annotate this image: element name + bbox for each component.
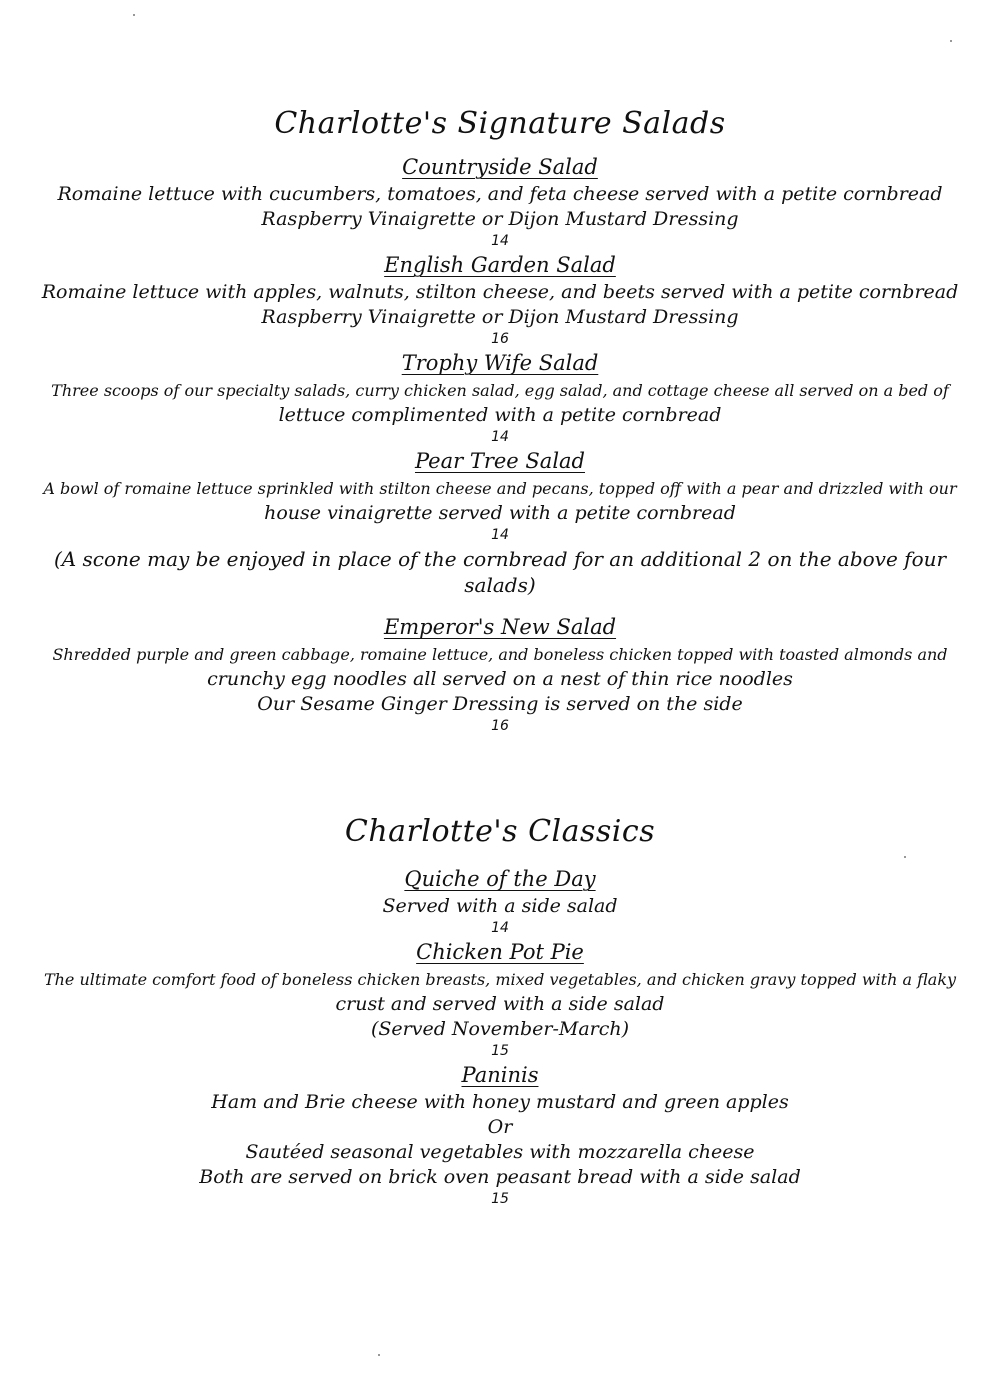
item-name-wrap [40, 1060, 960, 1090]
item-dressing: Our Sesame Ginger Dressing is served on the side [257, 693, 743, 715]
item-name: Countryside Salad [402, 155, 598, 179]
scan-speck [133, 14, 135, 16]
item-price: 16 [491, 331, 509, 347]
scan-speck [904, 856, 906, 858]
item-name: Paninis [461, 1063, 539, 1087]
item-price: 15 [491, 1191, 509, 1207]
item-description-cont: house vinaigrette served with a petite cornbread [264, 502, 736, 524]
scone-note: (A scone may be enjoyed in place of the cornbread for an additional 2 on the above four salads) [53, 547, 947, 597]
menu-item-quiche-of-the-day [40, 864, 960, 937]
signature-salads-section [40, 106, 960, 735]
item-description: A bowl of romaine lettuce sprinkled with stilton cheese and pecans, topped off with a pear and drizzled with our [43, 479, 957, 498]
menu-item-trophy-wife-salad [40, 348, 960, 446]
item-name: Quiche of the Day [404, 867, 596, 891]
item-name-wrap [40, 348, 960, 378]
menu-item-pear-tree-salad [40, 446, 960, 544]
menu-item-chicken-pot-pie [40, 937, 960, 1060]
item-name-wrap [40, 152, 960, 182]
menu-item-english-garden-salad [40, 250, 960, 348]
section-title-salads: Charlotte's Signature Salads [274, 106, 726, 141]
item-description: The ultimate comfort food of boneless chicken breasts, mixed vegetables, and chicken gravy topped with a flaky [43, 970, 957, 989]
item-price: 14 [491, 429, 509, 445]
item-option-two: Sautéed seasonal vegetables with mozzarella cheese [245, 1141, 755, 1163]
item-name: Trophy Wife Salad [401, 351, 599, 375]
item-name: Emperor's New Salad [383, 615, 617, 639]
item-price: 14 [491, 920, 509, 936]
item-or-separator: Or [487, 1116, 513, 1138]
item-price: 15 [491, 1043, 509, 1059]
item-name-wrap [40, 864, 960, 894]
item-name-wrap [40, 612, 960, 642]
item-price: 14 [491, 527, 509, 543]
item-name-wrap [40, 446, 960, 476]
item-serving-note: Both are served on brick oven peasant bread with a side salad [199, 1166, 801, 1188]
item-description-cont: crunchy egg noodles all served on a nest of thin rice noodles [207, 668, 793, 690]
item-name-wrap [40, 937, 960, 967]
item-price: 16 [491, 718, 509, 734]
item-description: Romaine lettuce with apples, walnuts, stilton cheese, and beets served with a petite cornbread [41, 281, 959, 303]
item-name: Pear Tree Salad [414, 449, 585, 473]
item-name-wrap [40, 250, 960, 280]
item-name: English Garden Salad [384, 253, 616, 277]
menu-item-countryside-salad [40, 152, 960, 250]
item-description-cont: lettuce complimented with a petite cornbread [278, 404, 722, 426]
item-description: Served with a side salad [382, 895, 618, 917]
section-title-classics: Charlotte's Classics [344, 814, 656, 849]
item-description: Romaine lettuce with cucumbers, tomatoes, and feta cheese served with a petite cornbread [57, 183, 943, 205]
item-season: (Served November-March) [370, 1018, 630, 1040]
item-name: Chicken Pot Pie [416, 940, 584, 964]
item-description: Three scoops of our specialty salads, curry chicken salad, egg salad, and cottage cheese all served on a bed of [51, 381, 949, 400]
scan-speck [950, 40, 952, 42]
menu-item-paninis [40, 1060, 960, 1208]
classics-section [40, 814, 960, 1208]
menu-item-emperors-new-salad [40, 612, 960, 735]
item-option-one: Ham and Brie cheese with honey mustard and green apples [211, 1091, 789, 1113]
item-dressing: Raspberry Vinaigrette or Dijon Mustard Dressing [261, 306, 739, 328]
item-description: Shredded purple and green cabbage, romaine lettuce, and boneless chicken topped with toasted almonds and [52, 645, 948, 664]
item-price: 14 [491, 233, 509, 249]
item-dressing: Raspberry Vinaigrette or Dijon Mustard Dressing [261, 208, 739, 230]
item-description-cont: crust and served with a side salad [335, 993, 665, 1015]
scan-speck [378, 1354, 380, 1356]
